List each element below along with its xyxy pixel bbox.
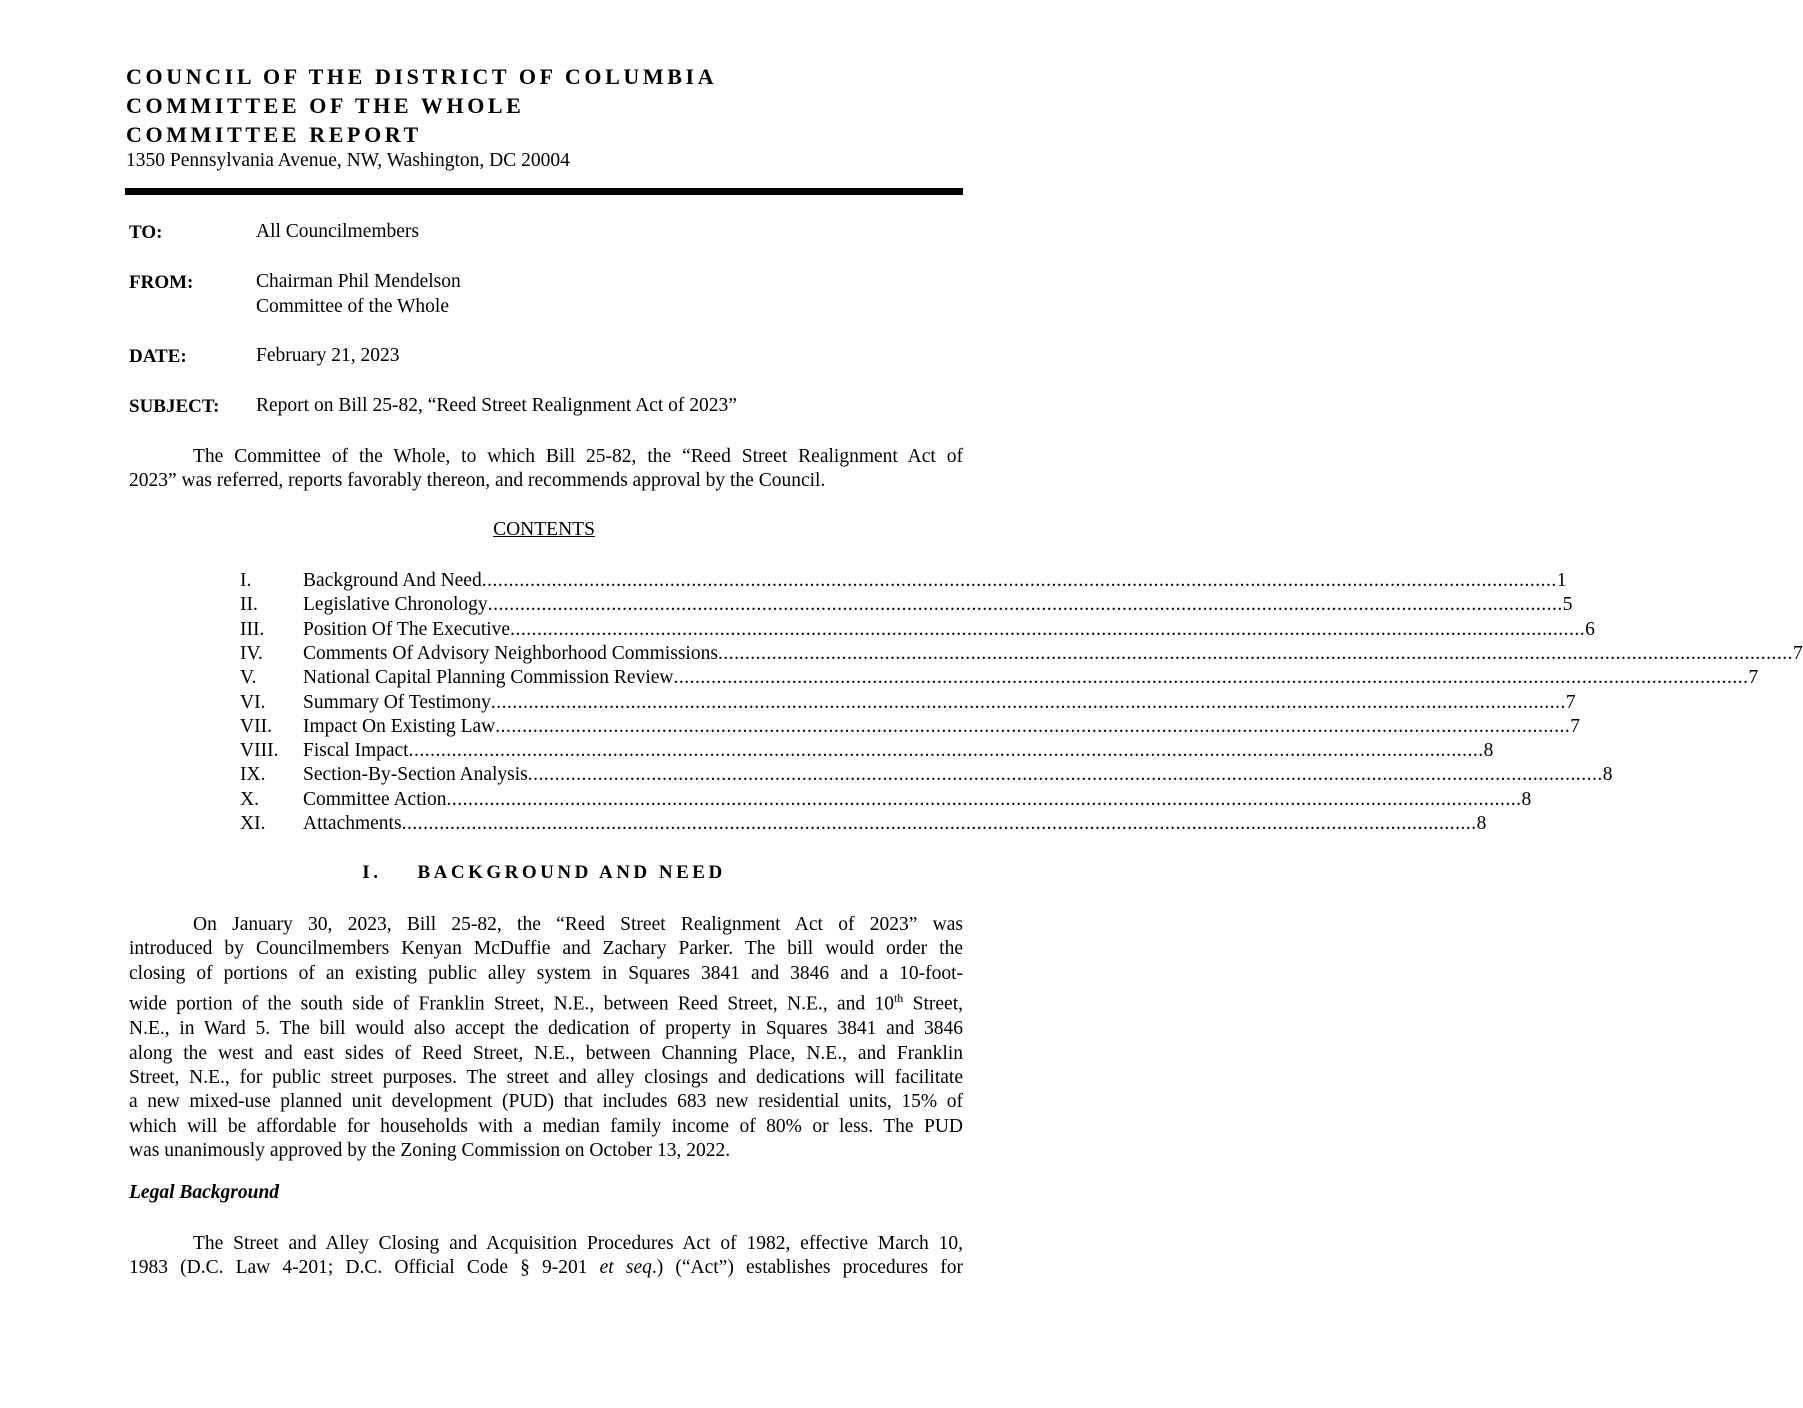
toc-leader-dots: ........................................................................................................................................................................................................ (717, 642, 1793, 664)
toc-item-title: Background And Need (303, 570, 482, 591)
date-label: DATE: (129, 346, 187, 367)
toc-leader-dots: ........................................................................................................................................................................................................ (408, 740, 1484, 762)
background-paragraph (129, 913, 963, 1164)
toc-item-entry (303, 788, 1532, 811)
toc-item-title: Comments Of Advisory Neighborhood Commissions (303, 642, 718, 664)
header-report: COMMITTEE REPORT (126, 122, 422, 147)
toc-item-entry (303, 813, 1487, 835)
toc-item-title: National Capital Planning Commission Review (303, 667, 674, 689)
toc-item-title: Section-By-Section Analysis (303, 764, 528, 786)
header-committee: COMMITTEE OF THE WHOLE (126, 93, 525, 118)
toc-item-page: 7 (1792, 642, 1803, 664)
intro-paragraph (129, 445, 963, 494)
from-label: FROM: (129, 272, 194, 293)
toc-item-number: VI. (240, 691, 266, 713)
toc-leader-dots: ........................................................................................................................................................................................................ (673, 667, 1749, 689)
toc-item-entry (303, 618, 1595, 641)
toc-item-title: Fiscal Impact (303, 740, 409, 762)
toc-item-entry (303, 594, 1573, 616)
para-line: introduced by Councilmembers Kenyan McDuffie and Zachary Parker. The bill would order the (129, 938, 963, 960)
toc-item (240, 667, 1759, 691)
toc-item-title: Summary Of Testimony (303, 691, 491, 713)
para-line: 1983 (D.C. Law 4-201; D.C. Official Code § 9-201 et seq.) (“Act”) establishes procedures for (129, 1257, 963, 1279)
toc-item (240, 715, 1580, 740)
toc-item-page: 5 (1562, 594, 1573, 616)
toc-item-page: 1 (1556, 570, 1567, 591)
toc-item-number: IV. (240, 642, 263, 664)
toc-item (240, 594, 1573, 618)
toc-item-page: 8 (1483, 740, 1494, 762)
section-heading (0, 862, 1088, 884)
toc-item-entry (303, 740, 1494, 762)
para-line: along the west and east sides of Reed Street, N.E., between Channing Place, N.E., and Franklin (129, 1042, 963, 1064)
toc-item-entry (303, 764, 1613, 786)
date-value: February 21, 2023 (256, 345, 400, 366)
toc-item-number: IX. (240, 764, 266, 786)
para-line: was unanimously approved by the Zoning Commission on October 13, 2022. (129, 1140, 731, 1162)
toc-item-number: II. (240, 594, 258, 616)
toc-item-entry (303, 642, 1803, 665)
toc-item (240, 618, 1595, 643)
toc-item-page: 7 (1565, 691, 1576, 713)
toc-item-title: Legislative Chronology (303, 594, 488, 616)
toc-item-page: 8 (1521, 788, 1532, 810)
toc-leader-dots: ........................................................................................................................................................................................................ (527, 764, 1603, 786)
toc-item-number: X. (240, 788, 259, 810)
toc-item (240, 691, 1576, 716)
toc-item-page: 7 (1748, 667, 1759, 689)
para-line: N.E., in Ward 5. The bill would also accept the dedication of property in Squares 3841 and 3846 (129, 1018, 963, 1040)
toc-item-page: 8 (1476, 813, 1487, 834)
header-council: COUNCIL OF THE DISTRICT OF COLUMBIA (126, 64, 718, 89)
from-value-line1: Chairman Phil Mendelson (256, 271, 461, 292)
section-title: BACKGROUND AND NEED (417, 862, 726, 883)
para-line: The Street and Alley Closing and Acquisition Procedures Act of 1982, effective March 10, (193, 1233, 963, 1254)
toc-leader-dots: ........................................................................................................................................................................................................ (401, 813, 1477, 834)
para-line: wide portion of the south side of Franklin Street, N.E., between Reed Street, N.E., and 10th Street, (129, 991, 964, 1015)
para-line: On January 30, 2023, Bill 25-82, the “Reed Street Realignment Act of 2023” was (193, 914, 963, 935)
toc-item-number: XI. (240, 813, 266, 834)
from-value-line2: Committee of the Whole (256, 296, 449, 317)
header-rule (125, 188, 963, 195)
toc-item (240, 788, 1532, 813)
toc-leader-dots: ........................................................................................................................................................................................................ (481, 570, 1557, 591)
toc-item-entry (303, 667, 1759, 689)
toc-item (240, 813, 1487, 837)
toc-leader-dots: ........................................................................................................................................................................................................ (490, 691, 1566, 713)
para-line: closing of portions of an existing public alley system in Squares 3841 and 3846 and a 10-foot- (129, 962, 963, 984)
toc-item (240, 642, 1803, 667)
toc-leader-dots: ........................................................................................................................................................................................................ (487, 594, 1563, 616)
intro-line: The Committee of the Whole, to which Bill 25-82, the “Reed Street Realignment Act of (193, 446, 963, 467)
toc-item-number: I. (240, 570, 252, 591)
toc-item (240, 740, 1494, 764)
toc-item-number: VIII. (240, 740, 279, 762)
toc-item-title: Impact On Existing Law (303, 715, 496, 737)
toc-leader-dots: ........................................................................................................................................................................................................ (495, 715, 1571, 737)
toc-item-page: 7 (1570, 715, 1580, 737)
toc-item-page: 8 (1602, 764, 1613, 786)
toc-item-entry (303, 570, 1567, 592)
toc-item-page: 6 (1585, 618, 1595, 640)
para-line: Street, N.E., for public street purposes. The street and alley closings and dedications will facilitate (129, 1066, 963, 1088)
legal-background-paragraph (129, 1232, 963, 1281)
toc-item-title: Committee Action (303, 788, 447, 810)
toc-item-entry (303, 691, 1576, 714)
to-value: All Councilmembers (256, 221, 420, 242)
toc-item-title: Position Of The Executive (303, 618, 511, 640)
header-address: 1350 Pennsylvania Avenue, NW, Washington, DC 20004 (126, 150, 570, 171)
para-line: a new mixed-use planned unit development (PUD) that includes 683 new residential units, 15% of (129, 1091, 963, 1113)
section-number: I. (362, 862, 382, 883)
legal-background-subheading: Legal Background (129, 1182, 280, 1203)
toc-leader-dots: ........................................................................................................................................................................................................ (446, 788, 1522, 810)
toc-item (240, 570, 1567, 594)
para-line: which will be affordable for households with a median family income of 80% or less. The PUD (129, 1115, 963, 1137)
toc-item-title: Attachments (303, 813, 402, 834)
toc-item-number: VII. (240, 715, 272, 737)
subject-value: Report on Bill 25-82, “Reed Street Realignment Act of 2023” (256, 395, 737, 416)
intro-line: 2023” was referred, reports favorably thereon, and recommends approval by the Council. (129, 470, 826, 492)
toc-item (240, 764, 1613, 788)
toc-item-entry (303, 715, 1580, 738)
subject-label: SUBJECT: (129, 396, 220, 417)
toc-leader-dots: ........................................................................................................................................................................................................ (510, 618, 1586, 640)
toc-item-number: III. (240, 618, 265, 640)
contents-title: CONTENTS (493, 519, 595, 540)
toc-item-number: V. (240, 667, 257, 689)
to-label: TO: (129, 222, 163, 243)
